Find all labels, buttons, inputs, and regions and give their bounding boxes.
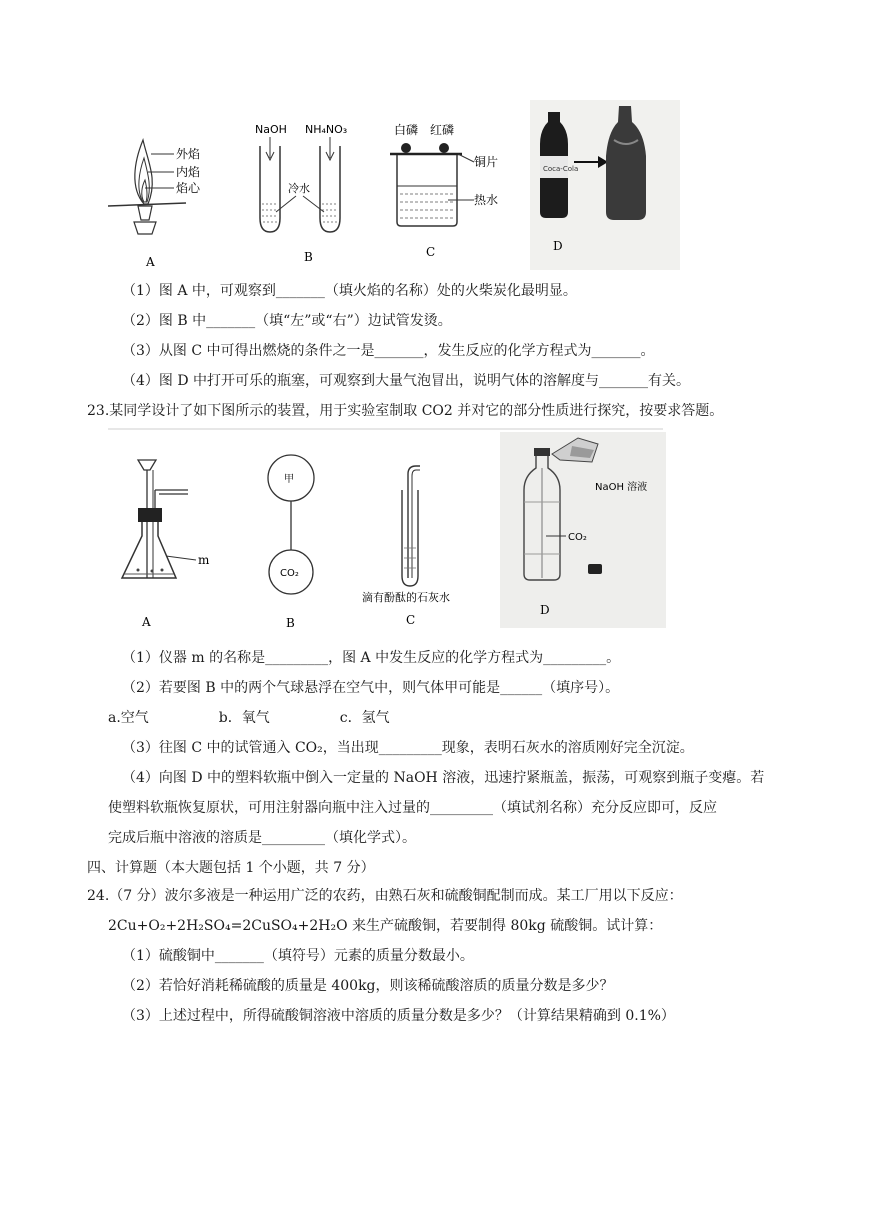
figure-23-panel-c xyxy=(362,466,450,627)
q23-item-4: （4）向图 D 中的塑料软瓶中倒入一定量的 NaOH 溶液，迅速拧紧瓶盖，振荡，可观察到瓶子变瘪。若 xyxy=(122,770,765,786)
q24-item-1: （1）硫酸铜中_______（填符号）元素的质量分数最小。 xyxy=(122,948,474,964)
figure-22-panel-b xyxy=(255,123,347,264)
label-nh4no3: NH₄NO₃ xyxy=(305,123,348,136)
q24-item-2: （2）若恰好消耗稀硫酸的质量是 400kg，则该稀硫酸溶质的质量分数是多少？ xyxy=(122,978,614,994)
caption-c2: C xyxy=(406,613,416,627)
figure-23 xyxy=(108,428,668,638)
label-gas-jia: 甲 xyxy=(284,474,294,485)
label-naoh: NaOH xyxy=(255,123,287,136)
q23-item-1: （1）仪器 m 的名称是_________，图 A 中发生反应的化学方程式为_________。 xyxy=(122,650,621,666)
section-4-heading: 四、计算题（本大题包括 1 个小题，共 7 分） xyxy=(87,860,375,876)
figure-23-panel-d xyxy=(500,432,666,628)
q23-options: a.空气 b．氧气 c．氢气 xyxy=(108,710,390,726)
label-red-phosphorus: 红磷 xyxy=(430,123,455,137)
figure-22 xyxy=(108,100,683,270)
caption-c: C xyxy=(426,245,436,259)
label-inner-flame: 内焰 xyxy=(176,165,201,179)
caption-b2: B xyxy=(286,616,295,630)
figure-23-panel-a xyxy=(122,460,210,629)
q24-stem: 24.（7 分）波尔多液是一种运用广泛的农药，由熟石灰和硫酸铜配制而成。某工厂用以下反应： xyxy=(87,888,683,904)
label-white-phosphorus: 白磷 xyxy=(394,123,419,137)
q23-item-2: （2）若要图 B 中的两个气球悬浮在空气中，则气体甲可能是______（填序号）。 xyxy=(122,680,620,696)
label-cold-water: 冷水 xyxy=(288,182,310,195)
label-naoh-solution: NaOH 溶液 xyxy=(595,482,648,493)
label-co2-balloon: CO₂ xyxy=(280,568,299,579)
caption-b: B xyxy=(304,250,313,264)
q22-item-2: （2）图 B 中_______（填“左”或“右”）边试管发烫。 xyxy=(122,313,452,329)
q23-item-3: （3）往图 C 中的试管通入 CO₂，当出现_________现象，表明石灰水的溶质刚好完全沉淀。 xyxy=(122,740,694,756)
q23-item-4-cont-2: 完成后瓶中溶液的溶质是_________（填化学式）。 xyxy=(108,830,416,846)
caption-a2: A xyxy=(142,615,151,629)
label-hot-water: 热水 xyxy=(474,193,499,207)
figure-22-panel-c xyxy=(390,122,498,259)
label-outer-flame: 外焰 xyxy=(176,147,201,161)
q23-stem: 23.某同学设计了如下图所示的装置，用于实验室制取 CO2 并对它的部分性质进行探究，按要求答题。 xyxy=(87,403,724,419)
q22-item-4: （4）图 D 中打开可乐的瓶塞，可观察到大量气泡冒出，说明气体的溶解度与_______有关。 xyxy=(122,373,691,389)
q22-item-3: （3）从图 C 中可得出燃烧的条件之一是_______，发生反应的化学方程式为_______。 xyxy=(122,343,655,359)
figure-23-panel-b xyxy=(268,455,314,630)
caption-a: A xyxy=(146,255,155,269)
label-flame-core: 焰心 xyxy=(176,181,201,195)
label-copper-plate: 铜片 xyxy=(474,155,499,169)
label-phenolphthalein-limewater: 滴有酚酞的石灰水 xyxy=(362,591,450,604)
figure-22-panel-a xyxy=(108,140,201,269)
figure-22-panel-d xyxy=(530,100,680,270)
label-co2-bottle: CO₂ xyxy=(568,532,587,543)
q22-item-1: （1）图 A 中，可观察到_______（填火焰的名称）处的火柴炭化最明显。 xyxy=(122,283,577,299)
q23-item-4-cont-1: 使塑料软瓶恢复原状，可用注射器向瓶中注入过量的_________（填试剂名称）充分反应即可，反应 xyxy=(108,800,717,816)
caption-d2: D xyxy=(540,603,550,617)
q24-equation: 2Cu+O₂+2H₂SO₄=2CuSO₄+2H₂O 来生产硫酸铜，若要制得 80kg 硫酸铜。试计算： xyxy=(108,918,663,934)
q24-item-3: （3）上述过程中，所得硫酸铜溶液中溶质的质量分数是多少？（计算结果精确到 0.1%） xyxy=(122,1008,675,1024)
caption-d: D xyxy=(553,239,563,253)
label-m: m xyxy=(198,553,210,567)
bottle-label-text: Coca-Cola xyxy=(543,165,579,173)
